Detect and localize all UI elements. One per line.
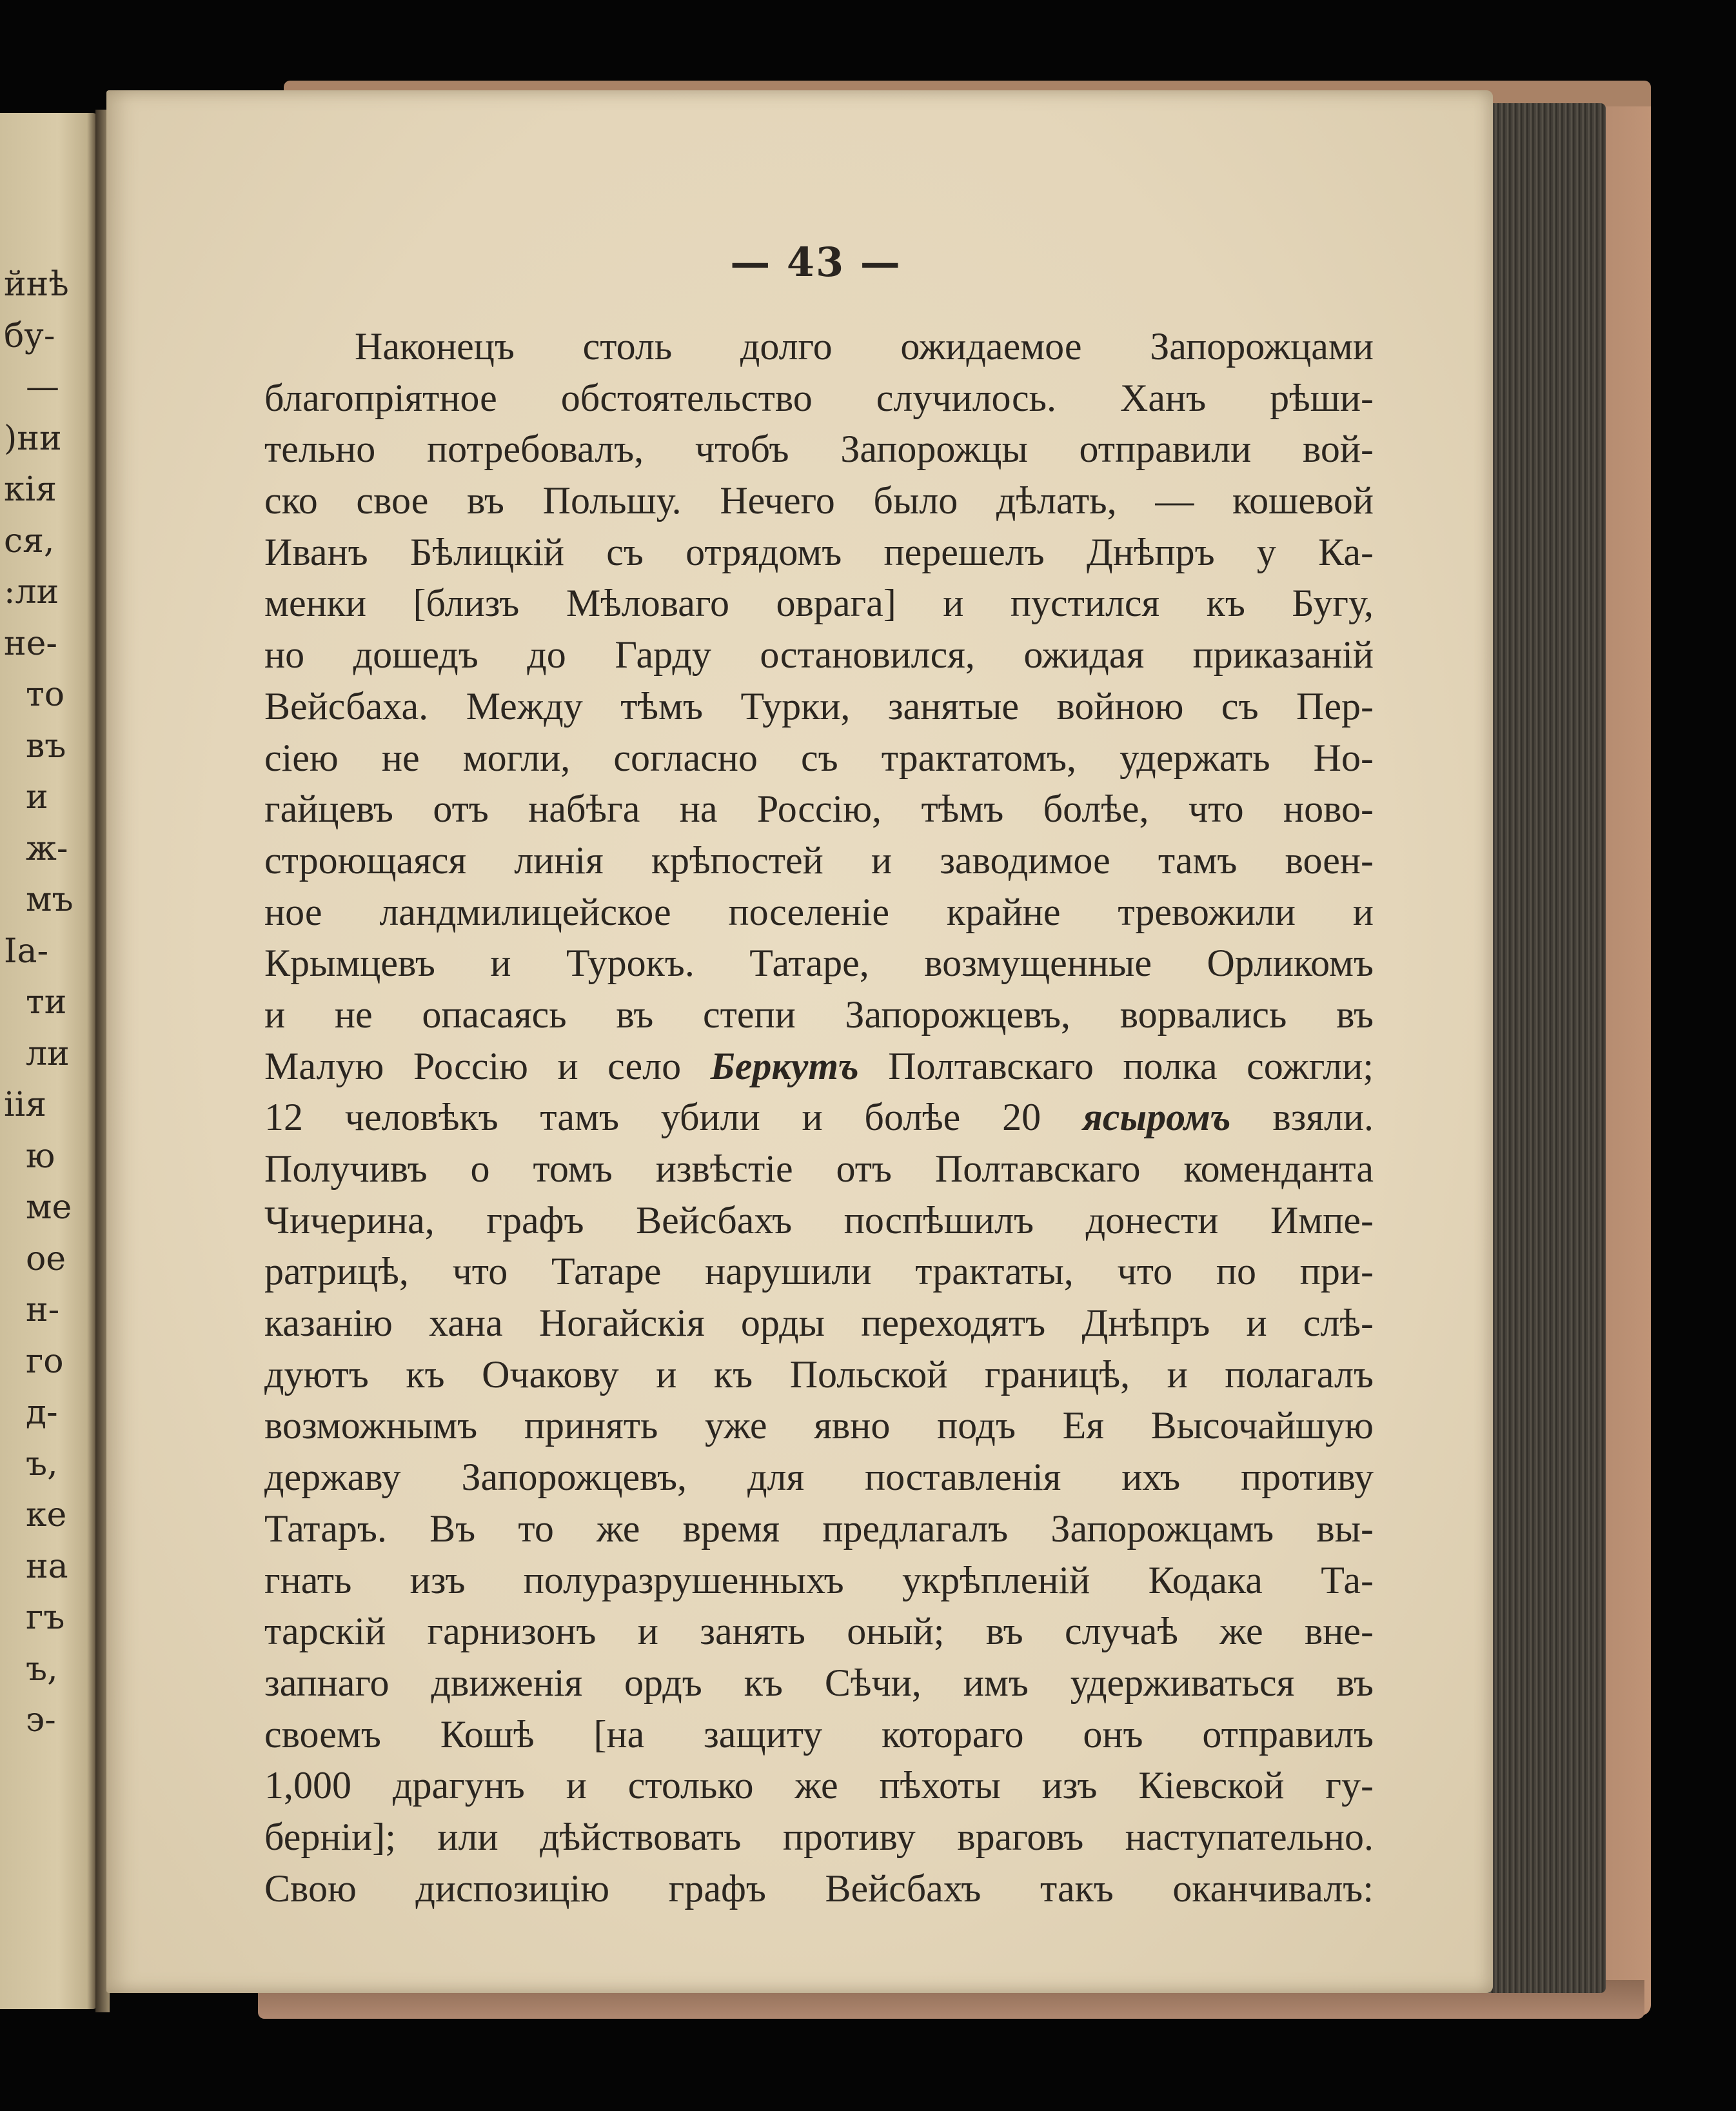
text-line: ско свое въ Польшу. Нечего было дѣлать, — кошевой: [264, 479, 1374, 522]
emphasized-word: Беркутъ: [710, 1044, 859, 1087]
previous-page-text-fragment: йнѣ: [4, 265, 69, 304]
text-line: [264, 1041, 1374, 1093]
text-line: дуютъ къ Очакову и къ Польской границѣ, и полагалъ: [264, 1353, 1374, 1396]
page-number: — 43 —: [730, 239, 902, 286]
text-line: тарскій гарнизонъ и занять оный; въ случаѣ же вне-: [264, 1610, 1374, 1653]
previous-page-text-fragment: н-: [26, 1291, 60, 1329]
text-line: Иванъ Бѣлицкій съ отрядомъ перешелъ Днѣпръ у Ка-: [264, 530, 1374, 573]
previous-page-text-fragment: ме: [26, 1188, 72, 1227]
previous-page-text-fragment: ъ,: [26, 1444, 58, 1483]
previous-page-text-fragment: ся,: [4, 521, 55, 560]
page-edges: [1477, 103, 1606, 1993]
text-line: Крымцевъ и Турокъ. Татаре, возмущенные Орликомъ: [264, 942, 1374, 985]
text-line: 1,000 драгунъ и столько же пѣхоты изъ Кіевской гу-: [264, 1764, 1374, 1807]
previous-page-text-fragment: iія: [4, 1085, 47, 1124]
previous-page-text-fragment: ли: [26, 1034, 70, 1073]
text-line: гнать изъ полуразрушенныхъ укрѣпленій Кодака Та-: [264, 1558, 1374, 1601]
previous-page-text-fragment: гъ: [26, 1598, 65, 1637]
text-segment: 12 человѣкъ тамъ убили и болѣе 20: [264, 1096, 1083, 1139]
text-line: возможнымъ принять уже явно подъ Ея Высочайшую: [264, 1404, 1374, 1447]
text-line: ратрицѣ, что Татаре нарушили трактаты, что по при-: [264, 1250, 1374, 1293]
text-line: тельно потребовалъ, чтобъ Запорожцы отправили вой-: [264, 428, 1374, 471]
previous-page-text-fragment: ю: [26, 1136, 55, 1176]
text-line: Чичерина, графъ Вейсбахъ поспѣшилъ донести Импе-: [264, 1198, 1374, 1242]
text-line: гайцевъ отъ набѣга на Россію, тѣмъ болѣе, что ново-: [264, 788, 1374, 831]
previous-page-text-fragment: бу-: [4, 316, 55, 355]
previous-page-text-fragment: на: [26, 1547, 68, 1586]
text-line: казанію хана Ногайскія орды переходятъ Днѣпръ и слѣ-: [264, 1302, 1374, 1345]
text-line: Свою диспозицію графъ Вейсбахъ такъ оканчивалъ:: [264, 1867, 1374, 1910]
text-line: сіею не могли, согласно съ трактатомъ, удержать Но-: [264, 736, 1374, 779]
previous-page-text-fragment: :ли: [4, 573, 59, 611]
previous-page-fragment: [0, 113, 97, 2009]
previous-page-text-fragment: мъ: [26, 880, 74, 919]
text-line: строющаяся линія крѣпостей и заводимое тамъ воен-: [264, 838, 1374, 882]
previous-page-text-fragment: не-: [4, 624, 58, 663]
text-segment: взяли.: [1230, 1096, 1374, 1139]
text-line: ное ландмилицейское поселеніе крайне тревожили и: [264, 890, 1374, 933]
previous-page-text-fragment: ое: [26, 1239, 66, 1278]
text-segment: Малую Россію и село: [264, 1044, 711, 1087]
book-page: [106, 90, 1493, 1993]
previous-page-text-fragment: э-: [26, 1701, 56, 1739]
previous-page-text-fragment: ж-: [26, 829, 68, 868]
text-line: Получивъ о томъ извѣстіе отъ Полтавскаго коменданта: [264, 1147, 1374, 1190]
text-line: [264, 1092, 1374, 1144]
text-line: менки [близъ Мѣловаго оврага] и пустился къ Бугу,: [264, 582, 1374, 625]
previous-page-text-fragment: кія: [4, 470, 57, 509]
previous-page-text-fragment: го: [26, 1342, 64, 1381]
text-line: и не опасаясь въ степи Запорожцевъ, ворвались въ: [264, 993, 1374, 1036]
emphasized-word: ясыромъ: [1082, 1096, 1231, 1139]
text-line: запнаго движенія ордъ къ Сѣчи, имъ удерживаться въ: [264, 1661, 1374, 1704]
text-segment: Полтавскаго полка сожгли;: [858, 1044, 1374, 1087]
text-line: Наконецъ столь долго ожидаемое Запорожцами: [355, 325, 1374, 368]
previous-page-text-fragment: ке: [26, 1496, 67, 1534]
previous-page-text-fragment: ъ,: [26, 1649, 58, 1689]
previous-page-text-fragment: Iа-: [4, 931, 49, 971]
previous-page-text-fragment: )ни: [4, 419, 62, 458]
previous-page-text-fragment: въ: [26, 726, 66, 766]
text-line: благопріятное обстоятельство случилось. Ханъ рѣши-: [264, 376, 1374, 419]
previous-page-text-fragment: то: [26, 675, 65, 714]
previous-page-text-fragment: ти: [26, 983, 67, 1022]
previous-page-text-fragment: —: [26, 368, 59, 406]
text-line: но дошедъ до Гарду остановился, ожидая приказаній: [264, 633, 1374, 677]
body-text: [264, 321, 1374, 1914]
text-line: Вейсбаха. Между тѣмъ Турки, занятые войною съ Пер-: [264, 684, 1374, 728]
text-line: берніи]; или дѣйствовать противу враговъ наступательно.: [264, 1815, 1374, 1858]
text-line: державу Запорожцевъ, для поставленія ихъ противу: [264, 1456, 1374, 1499]
text-line: своемъ Кошѣ [на защиту котораго онъ отправилъ: [264, 1712, 1374, 1756]
text-line: Татаръ. Въ то же время предлагалъ Запорожцамъ вы-: [264, 1507, 1374, 1550]
previous-page-text-fragment: д-: [26, 1393, 58, 1432]
previous-page-text-fragment: и: [26, 778, 48, 817]
